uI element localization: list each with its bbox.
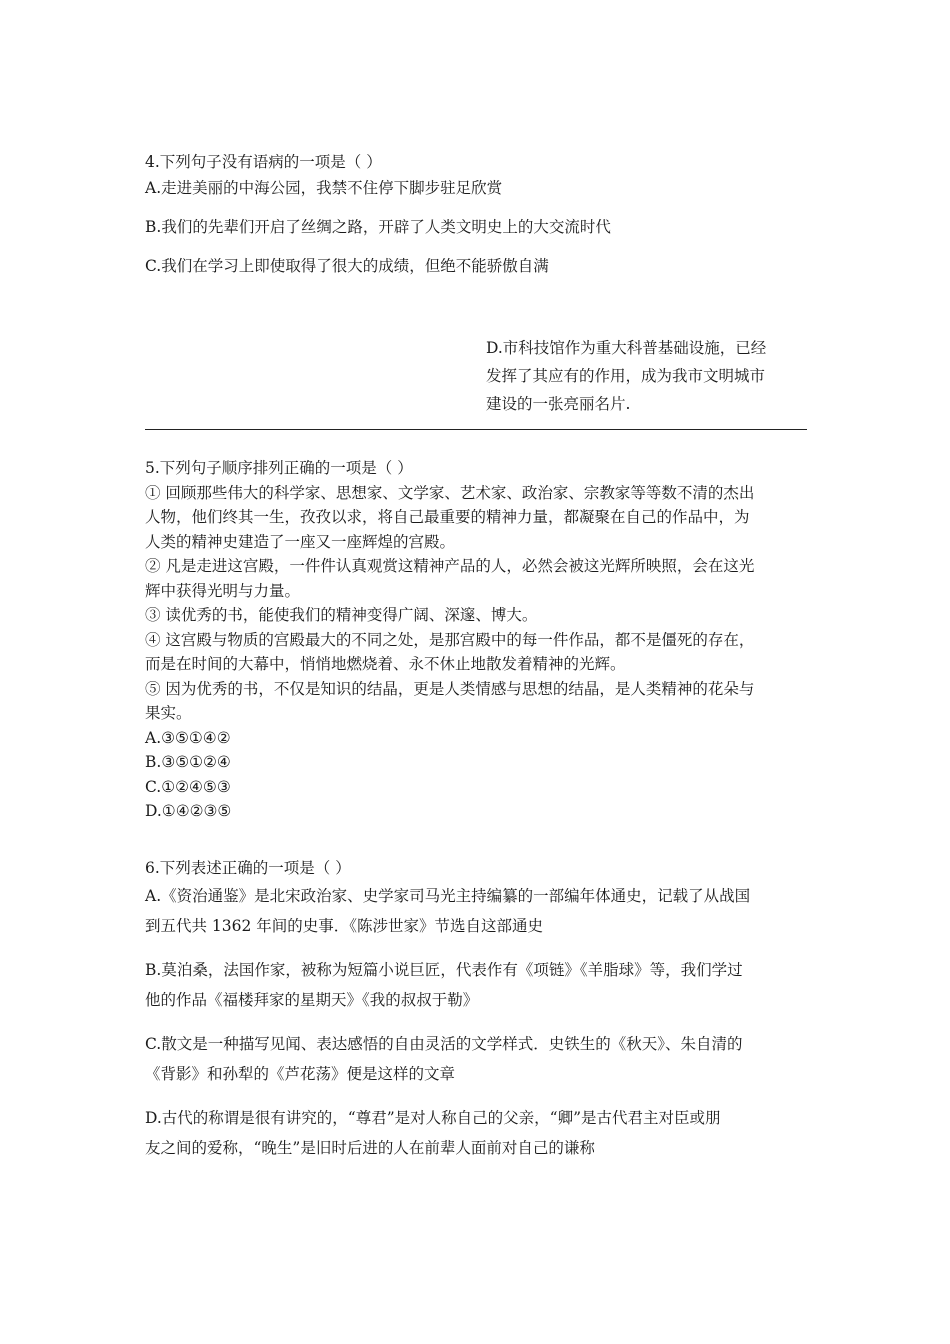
q5-sentence-5-line: ⑤ 因为优秀的书，不仅是知识的结晶，更是人类情感与思想的结晶，是人类精神的花朵与 — [145, 679, 755, 698]
q5-sentence-5-line: 果实。 — [145, 704, 192, 722]
q5-sentence-2-line: 辉中获得光明与力量。 — [145, 581, 301, 600]
q5-option-b: B.③⑤①②④ — [145, 753, 231, 771]
q5-option-d: D.①④②③⑤ — [145, 802, 232, 820]
q6-option-b-line: B.莫泊桑，法国作家，被称为短篇小说巨匠，代表作有《项链》《羊脂球》等，我们学过 — [145, 960, 743, 979]
q4-option-c: C.我们在学习上即使取得了很大的成绩，但绝不能骄傲自满 — [145, 257, 549, 275]
q6-stem: 6.下列表述正确的一项是（ ） — [145, 859, 351, 877]
q6-option-c-line: 《背影》和孙犁的《芦花荡》便是这样的文章 — [145, 1064, 456, 1083]
q4-option-a: A.走进美丽的中海公园，我禁不住停下脚步驻足欣赏 — [145, 179, 503, 197]
q4-option-d — [486, 334, 806, 418]
q6-option-d-line: 友之间的爱称，“晚生”是旧时后进的人在前辈人面前对自己的谦称 — [145, 1138, 595, 1157]
q4-option-b: B.我们的先辈们开启了丝绸之路，开辟了人类文明史上的大交流时代 — [145, 218, 611, 236]
q6-option-c-line: C.散文是一种描写见闻、表达感悟的自由灵活的文学样式．史铁生的《秋天》、朱自清的 — [145, 1034, 743, 1053]
q5-block — [145, 456, 810, 824]
q5-stem: 5.下列句子顺序排列正确的一项是（ ） — [145, 459, 413, 477]
q5-sentence-1-line: ① 回顾那些伟大的科学家、思想家、文学家、艺术家、政治家、宗教家等等数不清的杰出 — [145, 483, 755, 502]
q4-stem: 4.下列句子没有语病的一项是（ ） — [145, 153, 382, 171]
q6-option-a-line: A.《资治通鉴》是北宋政治家、史学家司马光主持编纂的一部编年体通史，记载了从战国 — [145, 886, 751, 905]
q5-option-c: C.①②④⑤③ — [145, 777, 231, 796]
q5-sentence-1-line: 人类的精神史建造了一座又一座辉煌的宫殿。 — [145, 532, 456, 551]
q4-option-d-line: 建设的一张亮丽名片. — [486, 395, 631, 413]
q6-option-a-line: 到五代共 1362 年间的史事．《陈涉世家》节选自这部通史 — [145, 916, 544, 935]
q5-sentence-1-line: 人物，他们终其一生，孜孜以求，将自己最重要的精神力量，都凝聚在自己的作品中，为 — [145, 508, 750, 526]
q6-option-d-line: D.古代的称谓是很有讲究的，“尊君”是对人称自己的父亲，“卿”是古代君主对臣或朋 — [145, 1108, 721, 1127]
q4-option-d-line: D.市科技馆作为重大科普基础设施，已经 — [486, 339, 767, 357]
q6-option-b-line: 他的作品《福楼拜家的星期天》《我的叔叔于勒》 — [145, 990, 479, 1009]
q5-option-a: A.③⑤①④② — [145, 728, 231, 747]
section-divider — [145, 429, 807, 430]
q6-block — [145, 856, 810, 1163]
q4-option-d-line: 发挥了其应有的作用，成为我市文明城市 — [486, 367, 766, 385]
q5-sentence-3-line: ③ 读优秀的书，能使我们的精神变得广阔、深邃、博大。 — [145, 606, 538, 624]
q5-sentence-4-line: 而是在时间的大幕中，悄悄地燃烧着、永不休止地散发着精神的光辉。 — [145, 655, 626, 673]
q5-sentence-4-line: ④ 这宫殿与物质的宫殿最大的不同之处，是那宫殿中的每一件作品，都不是僵死的存在， — [145, 630, 755, 649]
q5-sentence-2-line: ② 凡是走进这宫殿，一件件认真观赏这精神产品的人，必然会被这光辉所映照，会在这光 — [145, 557, 755, 575]
